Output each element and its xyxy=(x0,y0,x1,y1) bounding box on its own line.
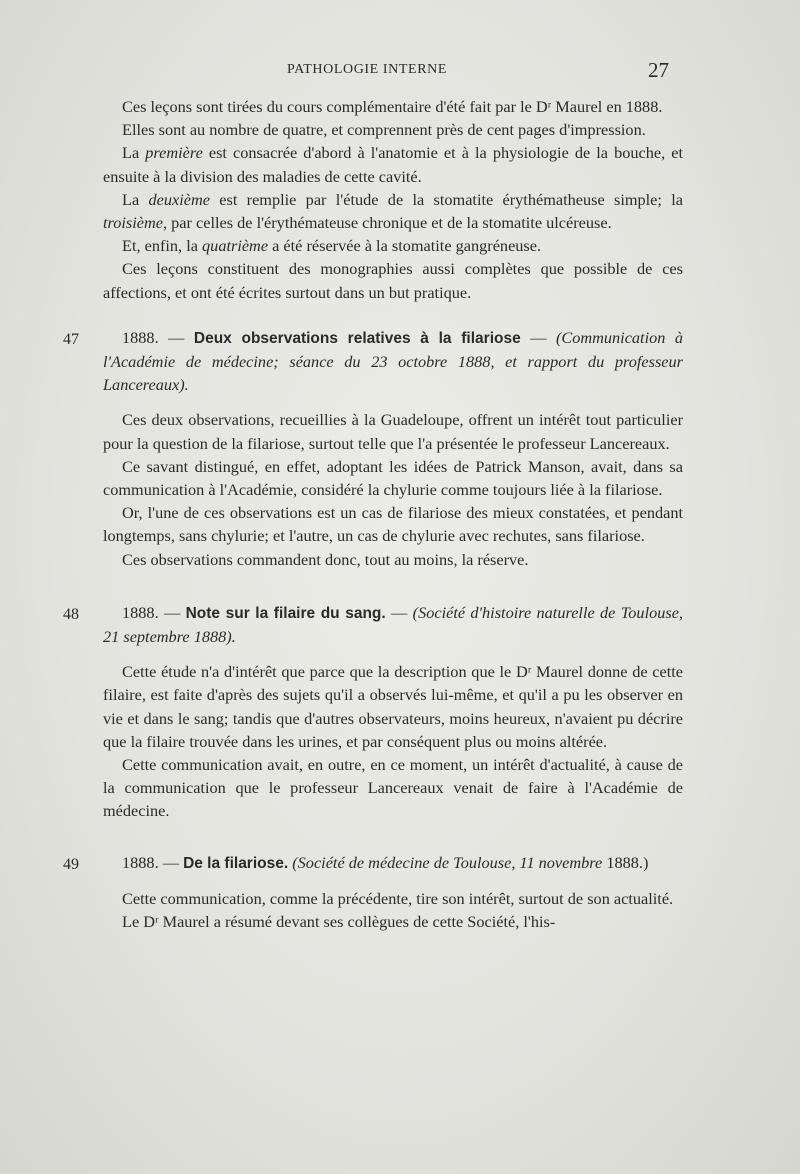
entry-paragraph: Cette communication avait, en outre, en ce moment, un intérêt d'actualité, à cause de la communication que le professeur Lancereaux venait de faire à l'Académie de médecine. xyxy=(103,755,683,821)
entry-number: 48 xyxy=(63,605,79,623)
entry-number: 49 xyxy=(63,855,79,873)
intro-paragraph: Ces leçons constituent des monographies aussi complètes que possible de ces affections, et ont été écrites surtout dans un but pratique. xyxy=(103,259,683,302)
intro-paragraph: La première est consacrée d'abord à l'anatomie et à la physiologie de la bouche, et ensuite à la division des maladies de cette cavité. xyxy=(103,143,683,186)
entry-heading xyxy=(103,851,683,875)
page-body xyxy=(63,95,684,933)
entry-date: 1888. — xyxy=(122,602,186,622)
bibliography-entry-47 xyxy=(63,326,684,571)
running-head: PATHOLOGIE INTERNE xyxy=(287,62,447,77)
entry-paragraph: Or, l'une de ces observations est un cas de filariose des mieux constatées, et pendant longtemps, sans chylurie; et l'autre, un cas de chylurie avec rechutes, sans filariose. xyxy=(103,503,683,546)
emphasis: deuxième xyxy=(148,189,210,209)
entry-title: Deux observations relatives à la filariose xyxy=(193,329,521,347)
entry-source: (Société d'histoire naturelle de Toulouse, 21 septembre 1888). xyxy=(103,602,684,647)
entry-title: De la filariose. xyxy=(183,854,289,872)
entry-date: 1888. — xyxy=(122,327,194,347)
bibliography-entry-48 xyxy=(63,601,684,823)
entry-paragraph: Cette étude n'a d'intérêt que parce que la description que le Dʳ Maurel donne de cette filaire, est faite d'après des sujets qu'il a observés lui-même, et qu'il a pu les observer en vie et dans le sang; tandis que d'autres observateurs, moins heureux, n'avaient pu décrire que la filaire trouvée dans les urines, et par conséquent plus ou moins altérée. xyxy=(103,662,683,751)
bibliography-entry-49 xyxy=(63,851,683,934)
intro-paragraph: Ces leçons sont tirées du cours complémentaire d'été fait par le Dʳ Maurel en 1888. xyxy=(122,97,663,116)
intro-paragraph: Et, enfin, la quatrième a été réservée à la stomatite gangréneuse. xyxy=(122,236,542,256)
entry-date: 1888. — xyxy=(122,852,184,872)
entry-source: (Société de médecine de Toulouse, 11 novembre xyxy=(292,852,603,872)
intro-paragraph: La deuxième est remplie par l'étude de la stomatite érythématheuse simple; la troisième, par celles de l'érythémateuse chronique et de la stomatite ulcéreuse. xyxy=(103,189,683,233)
entry-paragraph: Ce savant distingué, en effet, adoptant les idées de Patrick Manson, avait, dans sa communication à l'Académie, considéré la chylurie comme toujours liée à la filariose. xyxy=(103,456,683,500)
emphasis: première xyxy=(145,143,203,163)
entry-title: Note sur la filaire du sang. xyxy=(185,604,386,622)
entry-paragraph: Ces deux observations, recueillies à la Guadeloupe, offrent un intérêt tout particulier pour la question de la filariose, surtout telle que l'a présentée le professeur Lancereaux. xyxy=(103,410,683,453)
page-header xyxy=(0,60,800,84)
emphasis: quatrième xyxy=(202,236,269,256)
entry-number: 47 xyxy=(63,330,79,348)
entry-heading: 1888. — Note sur la filaire du sang. — (Société d'histoire naturelle de Toulouse, 21 septembre 1888). xyxy=(103,602,684,647)
entry-paragraph: Le Dʳ Maurel a résumé devant ses collègues de cette Société, l'his- xyxy=(122,912,556,932)
entry-paragraph: Ces observations commandent donc, tout au moins, la réserve. xyxy=(122,549,529,569)
intro-paragraph: Elles sont au nombre de quatre, et comprennent près de cent pages d'impression. xyxy=(122,120,646,140)
entry-heading: 1888. — Deux observations relatives à la filariose — (Communication à l'Académie de médecine; séance du 23 octobre 1888, et rapport du professeur Lancereaux). xyxy=(103,327,684,395)
page-number: 27 xyxy=(648,58,669,82)
emphasis: troisième xyxy=(103,213,163,233)
entry-paragraph: Cette communication, comme la précédente, tire son intérêt, surtout de son actualité. xyxy=(122,888,674,908)
entry-source: (Communication à l'Académie de médecine; séance du 23 octobre 1888, et rapport du professeur Lancereaux). xyxy=(103,327,684,395)
entry-source-tail: 1888.) xyxy=(602,852,649,872)
